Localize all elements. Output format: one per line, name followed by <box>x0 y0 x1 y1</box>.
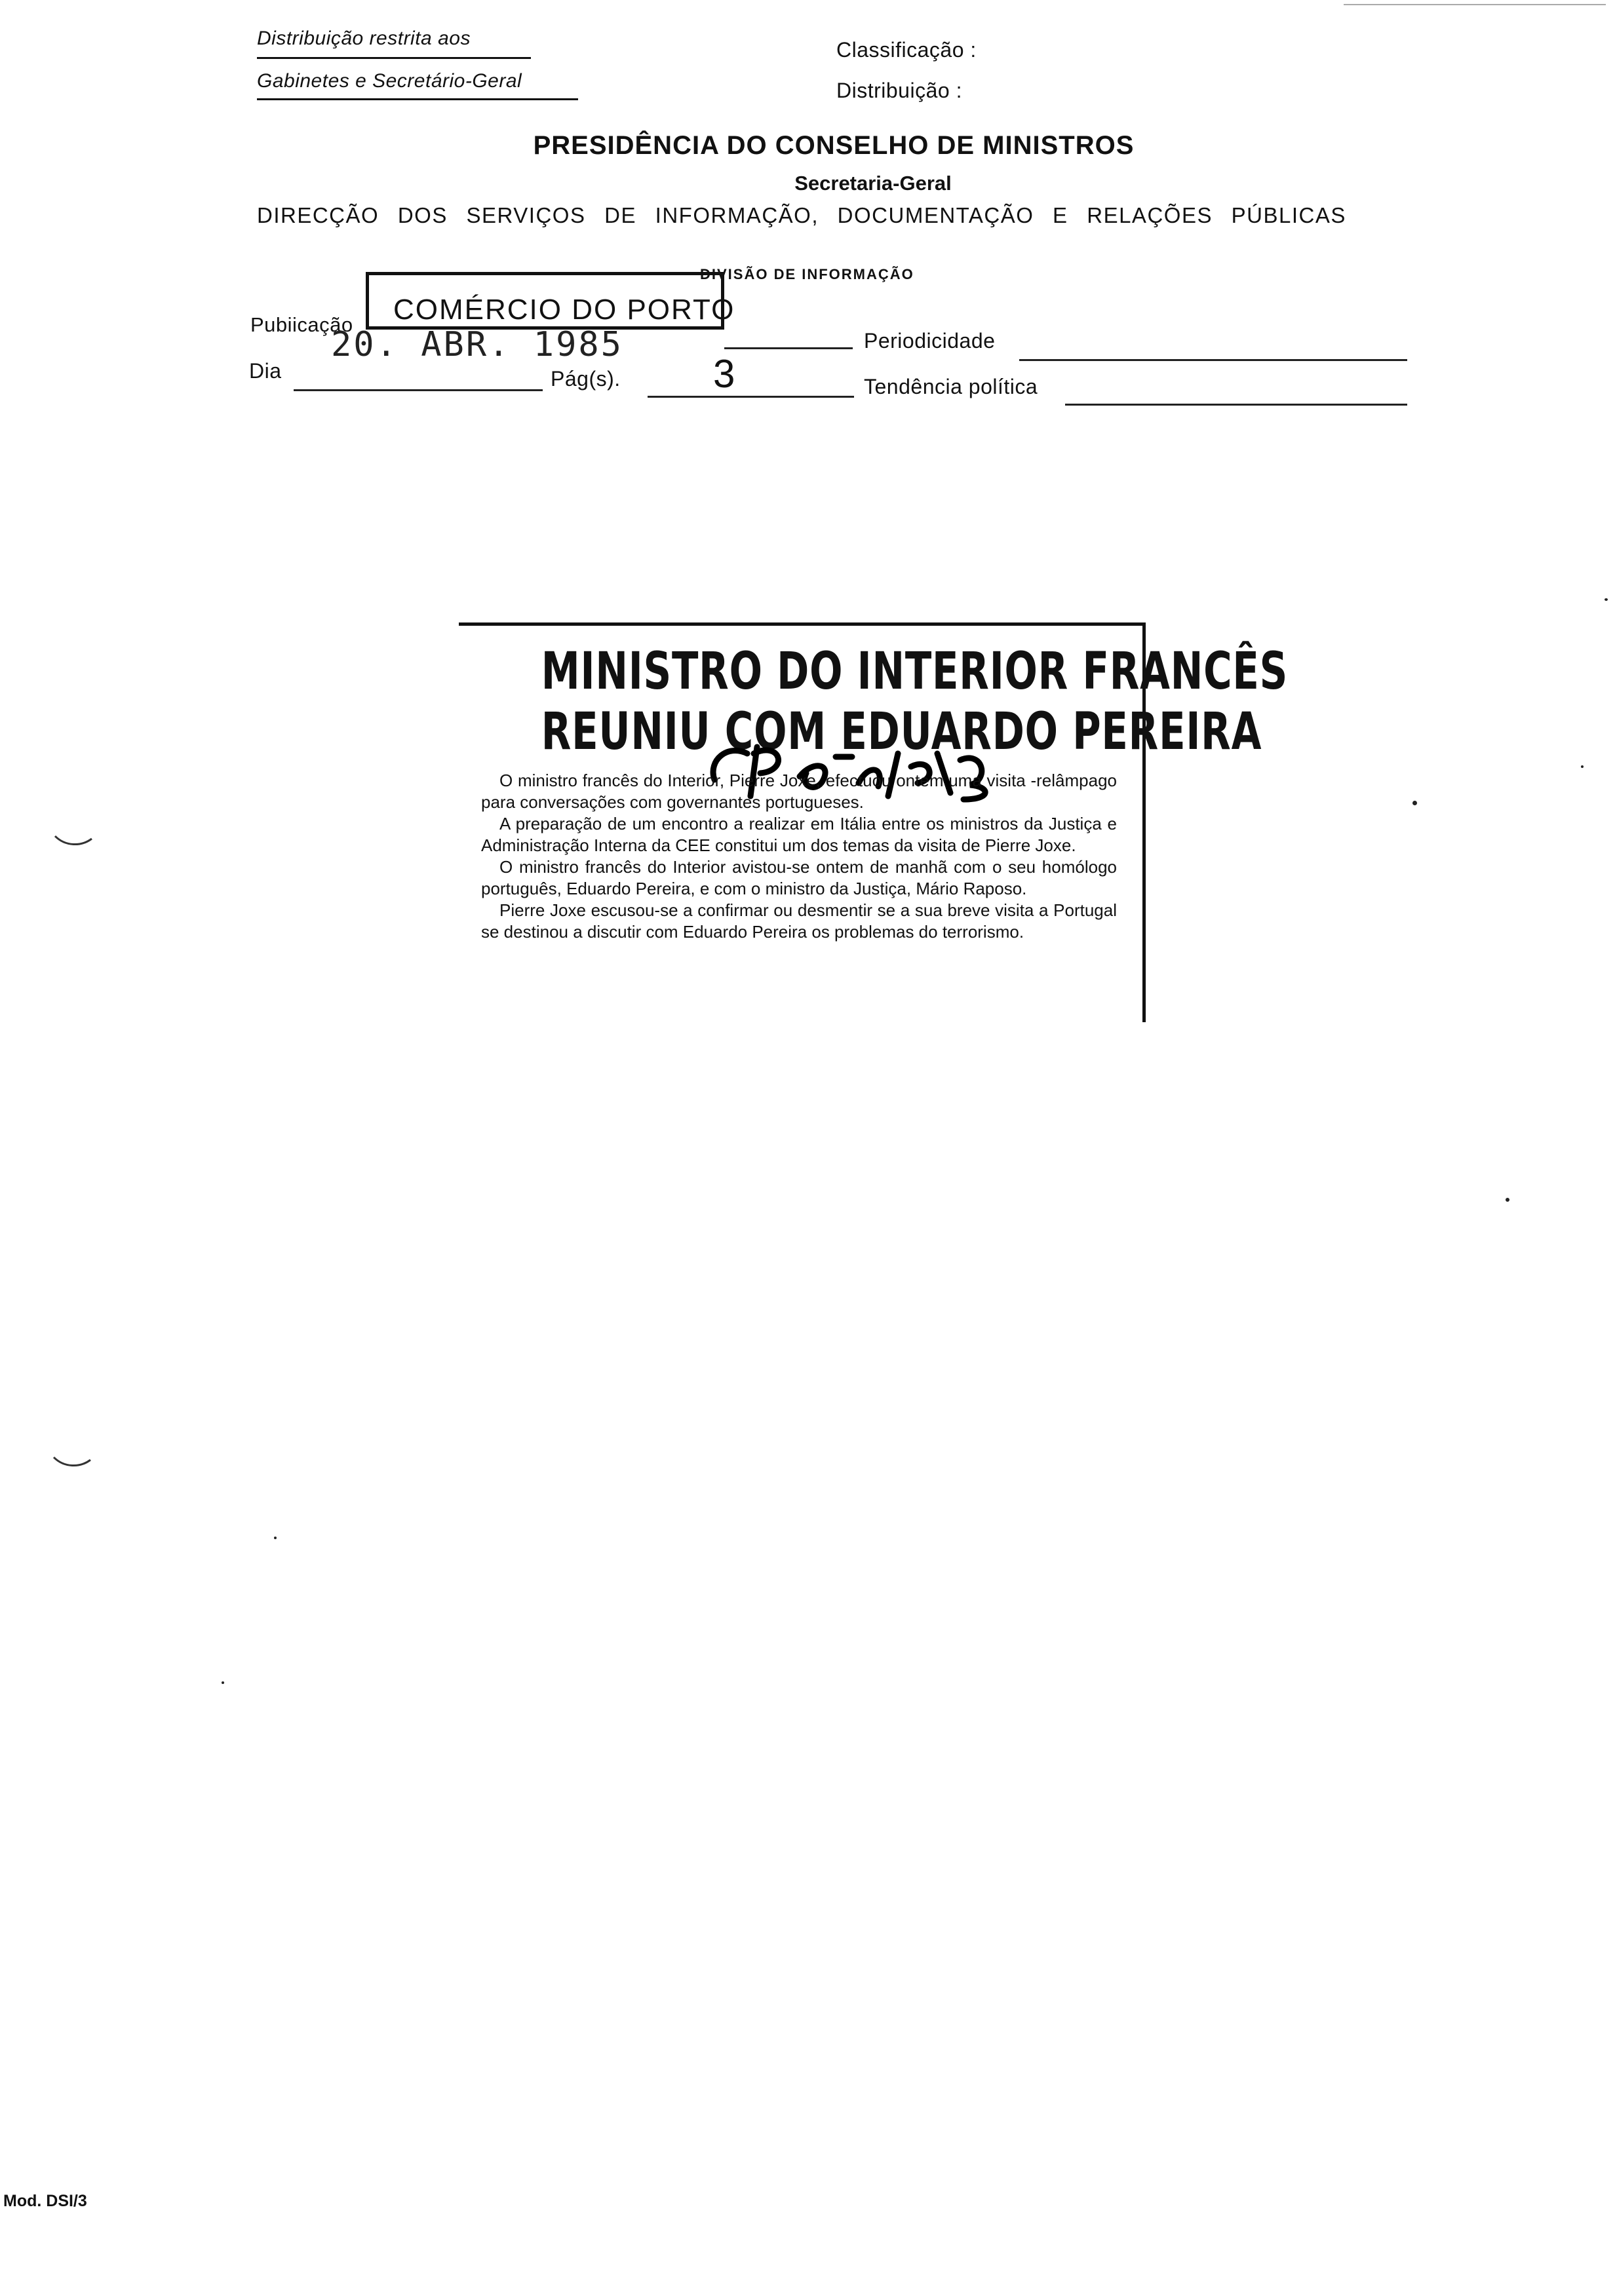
dia-line <box>294 389 543 391</box>
scan-speck <box>1506 1198 1509 1202</box>
presidencia-heading: PRESIDÊNCIA DO CONSELHO DE MINISTROS <box>533 131 1135 160</box>
date-stamp: 20. ABR. 1985 <box>331 325 623 364</box>
scan-speck <box>1605 598 1608 601</box>
article-paragraph-3: O ministro francês do Interior avistou-se ontem de manhã com o seu homólogo português, Eduardo Pereira, e com o ministro da Justiça, Mário Raposo. <box>481 857 1117 898</box>
distribution-rule-2 <box>257 98 578 100</box>
scan-speck <box>1412 801 1417 805</box>
publication-stamp: COMÉRCIO DO PORTO <box>393 294 735 326</box>
publicacao-label: Pubiicação <box>250 313 353 336</box>
handwritten-annotation-text <box>708 747 711 748</box>
article-paragraph-4: Pierre Joxe escusou-se a confirmar ou desmentir se a sua breve visita a Portugal se destinou a discutir com Eduardo Pereira os problemas do terrorismo. <box>481 900 1117 942</box>
page-number: 3 <box>713 352 735 396</box>
scan-speck <box>1581 765 1584 768</box>
distribution-note-line1: Distribuição restrita aos <box>257 28 471 49</box>
tendencia-line <box>1065 404 1407 406</box>
distribution-note-line2: Gabinetes e Secretário-Geral <box>257 70 522 92</box>
article-body <box>481 770 1117 943</box>
pags-line <box>648 396 854 398</box>
headline-line1: MINISTRO DO INTERIOR FRANCÊS <box>541 642 1289 701</box>
direccao-heading: DIRECÇÃO DOS SERVIÇOS DE INFORMAÇÃO, DOCUMENTAÇÃO E RELAÇÕES PÚBLICAS <box>257 203 1346 227</box>
article-paragraph-2: A preparação de um encontro a realizar em Itália entre os ministros da Justiça e Administração Interna da CEE constitui um dos temas da visita de Pierre Joxe. <box>481 814 1117 855</box>
divisao-heading: DIVISÃO DE INFORMAÇÃO <box>700 266 914 282</box>
classificacao-label: Classificação : <box>836 38 977 62</box>
periodicidade-label: Periodicidade <box>864 329 996 353</box>
scan-speck <box>222 1681 224 1684</box>
distribuicao-label: Distribuição : <box>836 79 962 102</box>
dia-label: Dia <box>249 359 282 383</box>
distribution-rule-1 <box>257 57 531 59</box>
scan-speck <box>274 1537 277 1539</box>
headline-line2: REUNIU COM EDUARDO PEREIRA <box>541 702 1262 761</box>
punch-hole-mark-2 <box>52 1455 92 1470</box>
corner-line <box>1344 4 1606 5</box>
publicacao-line <box>724 347 853 349</box>
pags-label: Pág(s). <box>551 367 621 391</box>
punch-hole-mark-1 <box>54 833 93 849</box>
form-model-code: Mod. DSI/3 <box>3 2192 87 2210</box>
periodicidade-line <box>1019 359 1407 361</box>
secretaria-heading: Secretaria-Geral <box>794 172 952 195</box>
tendencia-label: Tendência política <box>864 375 1038 398</box>
article-paragraph-1: O ministro francês do Interior, Pierre Joxe, efectuou ontem uma visita -relâmpago para conversações com governantes portugueses. <box>481 771 1117 812</box>
